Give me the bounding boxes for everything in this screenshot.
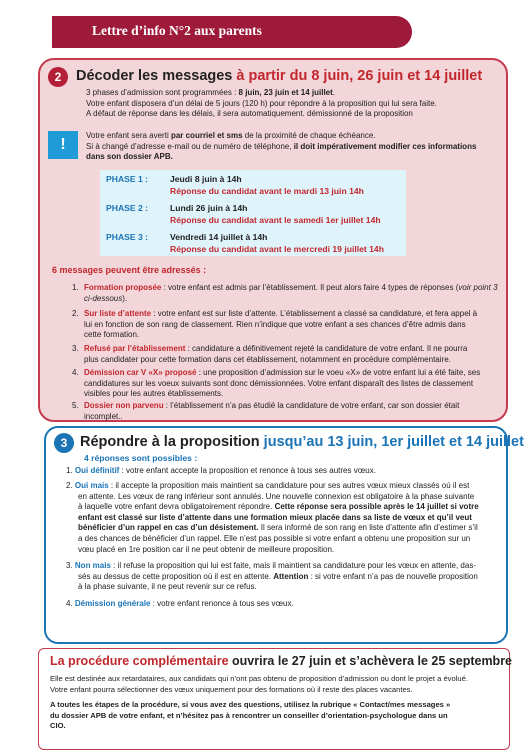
list-item: Formation proposée : votre enfant est admis par l’établissement. Il peut alors faire 4 types de réponses (voir point 3 ci-dessous). <box>84 283 498 303</box>
item-number: 1. <box>72 283 79 292</box>
section-title: Décoder les messages à partir du 8 juin, 26 juin et 14 juillet <box>76 68 483 84</box>
list-item: Refusé par l’établissement : candidature a définitivement rejeté la candidature de votre enfant. Il ne pourra plus candidater pour cette formation dans cet établissement, notamment en procédure complémentaire. <box>84 344 468 364</box>
section-number-badge: 2 <box>48 67 68 87</box>
phase-label: PHASE 1 : <box>106 174 149 184</box>
phase-label: PHASE 3 : <box>106 232 149 242</box>
page-title: Lettre d’info N°2 aux parents <box>92 23 262 38</box>
item-number: 5. <box>72 401 79 410</box>
phase-label: PHASE 2 : <box>106 203 149 213</box>
phase-deadline: Réponse du candidat avant le samedi 1er juillet 14h <box>170 215 381 225</box>
item-number: 2. <box>72 309 79 318</box>
section-number-badge: 3 <box>54 433 74 453</box>
header-banner <box>52 16 412 48</box>
response-option: 4. Démission générale : votre enfant renonce à tous ses vœux. <box>66 599 294 608</box>
warning-text: Votre enfant sera averti par courriel et sms de la proximité de chaque échéance. Si à changé d’adresse e-mail ou de numéro de téléphone, il doit impérativement modifier ces informations dans son dossier APB. <box>86 131 477 162</box>
complementary-text: Elle est destinée aux retardataires, aux candidats qui n’ont pas obtenu de proposition d’admission ou dont le projet a évolué. Votre enfant pourra sélectionner des vœux uniquement pour des formations où il reste des places vacantes. A toutes les étapes de la procédure, si vous avez des questions, utilisez la rubrique « Contact/mes messages » du dossier APB de votre enfant, et n’hésitez pas à rencontrer un conseiller d’orientation-psychologue dans un CIO. <box>50 674 468 731</box>
phase-deadline: Réponse du candidat avant le mardi 13 juin 14h <box>170 186 364 196</box>
section-title: La procédure complémentaire ouvrira le 27 juin et s’achèvera le 25 septembre <box>50 654 513 668</box>
phase-date: Jeudi 8 juin à 14h <box>170 174 242 184</box>
messages-heading: 6 messages peuvent être adressés : <box>52 265 207 275</box>
item-number: 3. <box>72 344 79 353</box>
item-number: 4. <box>72 368 79 377</box>
phase-date: Lundi 26 juin à 14h <box>170 203 248 213</box>
response-option: 2. Oui mais : il accepte la proposition mais maintient sa candidature pour ses autres vœux mieux classés où il est en attente. Les vœux de rang inférieur sont annulés. Une nouvelle connexion est obligatoire à la phase suivante à laquelle votre enfant devra obligatoirement répondre. Cette réponse sera possible après le 14 juillet si votre enfant est classé sur liste d’attente dans une formation mieux placée dans sa liste de vœux et qu’il veut bénéficier d’un rappel en cas d’un désistement. Il sera informé de son rang en liste d’attente afin d’estimer s’il a des chances de bénéficier d’un rappel. Elle n’est pas possible si votre enfant a obtenu une proposition sur un vœu placé en 1re position car il ne peut obtenir de meilleure proposition. <box>66 481 479 554</box>
list-item: Dossier non parvenu : l’établissement n’a pas étudié la candidature de votre enfant, car son dossier était incomplet.. <box>84 401 460 421</box>
response-option: 1. Oui définitif : votre enfant accepte la proposition et renonce à tous ses autres vœux. <box>66 466 376 475</box>
warning-icon: ! <box>48 131 78 159</box>
phase-date: Vendredi 14 juillet à 14h <box>170 232 268 242</box>
phase-deadline: Réponse du candidat avant le mercredi 19 juillet 14h <box>170 244 384 254</box>
section-title: Répondre à la proposition jusqu’au 13 juin, 1er juillet et 14 juillet <box>80 434 524 450</box>
intro-text: 3 phases d’admission sont programmées : 8 juin, 23 juin et 14 juillet. Votre enfant disposera d’un délai de 5 jours (120 h) pour répondre à la proposition qui lui sera faite. A défaut de réponse dans les délais, il sera automatiquement. démissionné de la proposition <box>86 88 437 119</box>
response-option: 3. Non mais : il refuse la proposition qui lui est faite, mais il maintient sa candidature pour les vœux en attente, das- sés au dessus de cette proposition où il est en attente. Attention : si votre enfant n’a pas de nouvelle proposition à la phase suivante, il ne peut revenir sur ce refus. <box>66 561 478 592</box>
list-item: Démission car V «X» proposé : une proposition d’admission sur le voeu «X» de votre enfant lui a été faite, ses candidatures sur les voeux suivants sont donc démissionnées. Votre enfant disparaît des listes de classement visibles pour les autres établissements. <box>84 368 481 399</box>
list-item: Sur liste d’attente : votre enfant est sur liste d’attente. L’établissement a classé sa candidature, et fera appel à lui en fonction de son rang de classement. Rien n’indique que votre enfant a ses chances d’être admis dans cette formation. <box>84 309 478 340</box>
responses-heading: 4 réponses sont possibles : <box>84 453 198 463</box>
